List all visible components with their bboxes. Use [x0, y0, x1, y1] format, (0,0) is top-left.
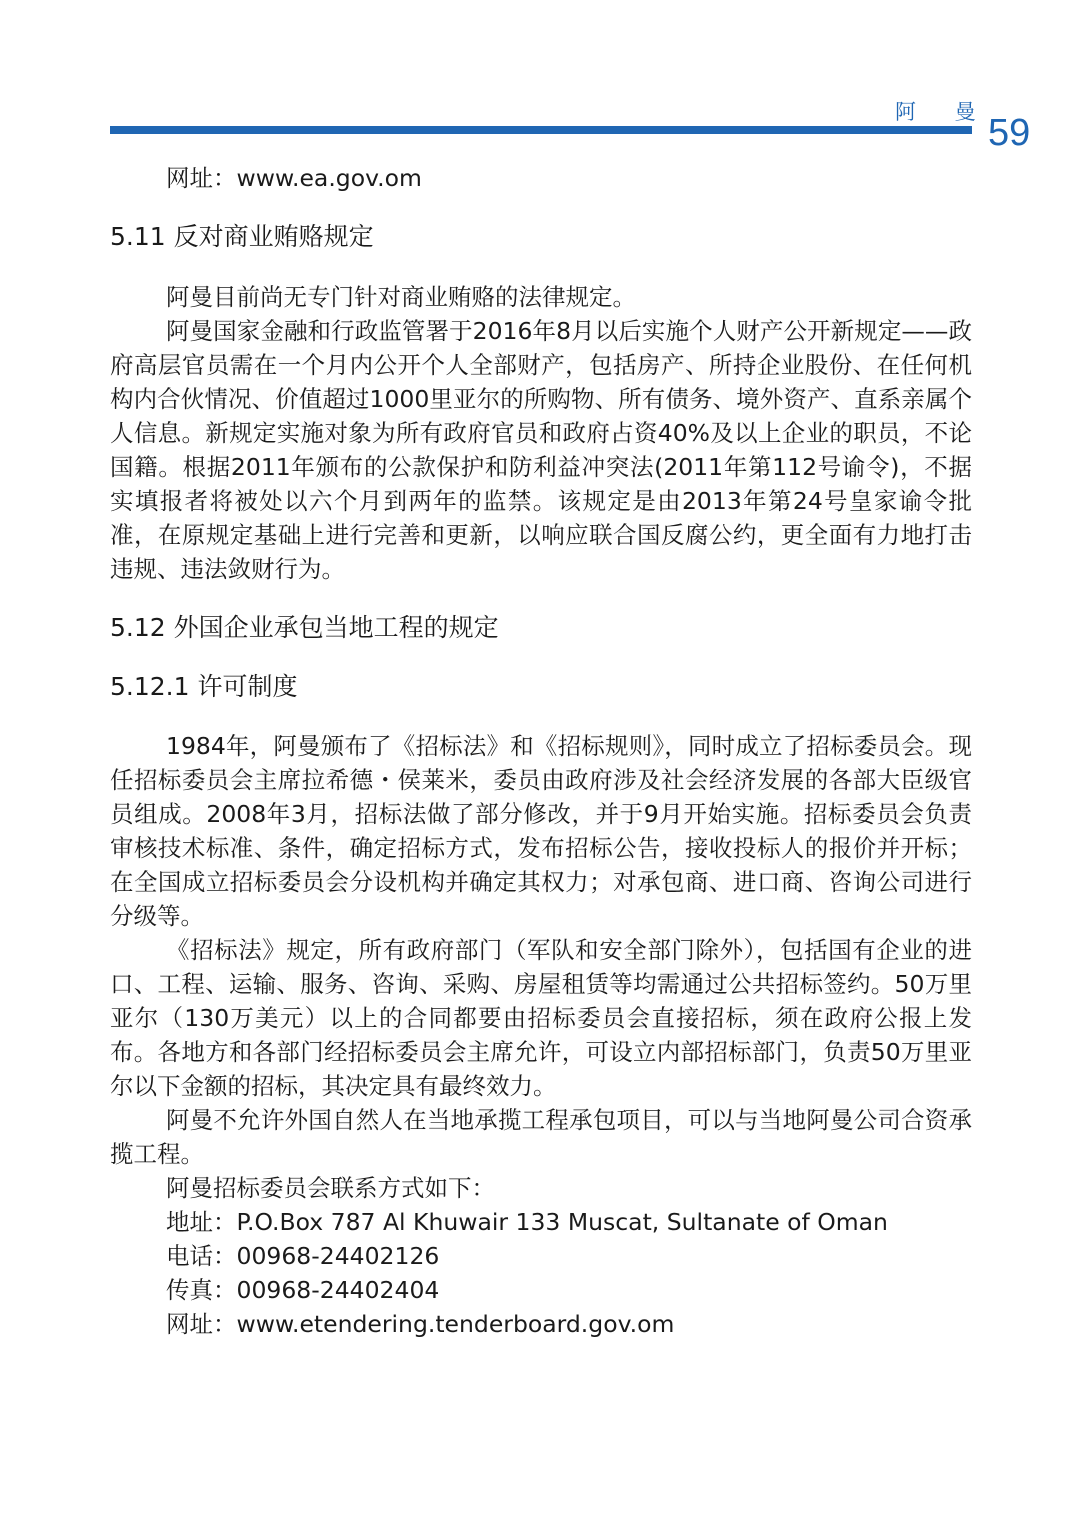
contact-fax: 传真：00968-24402404	[166, 1276, 440, 1304]
paragraph: 阿曼目前尚无专门针对商业贿赂的法律规定。	[166, 283, 636, 311]
page-number: 59	[988, 112, 1031, 154]
contact-website: 网址：www.etendering.tenderboard.gov.om	[166, 1310, 675, 1338]
paragraph: 《招标法》规定，所有政府部门（军队和安全部门除外），包括国有企业的进口、工程、运输、服务、咨询、采购、房屋租赁等均需通过公共招标签约。50万里亚尔（130万美元）以上的合同都要由招标委员会直接招标，须在政府公报上发布。各地方和各部门经招标委员会主席允许，可设立内部招标部门，负责50万里亚尔以下金额的招标，其决定具有最终效力。	[110, 936, 972, 1100]
subsection-heading-5-12-1: 5.12.1 许可制度	[110, 672, 298, 701]
section-heading-5-12: 5.12 外国企业承包当地工程的规定	[110, 613, 499, 642]
header-rule	[110, 126, 972, 134]
paragraph: 阿曼不允许外国自然人在当地承揽工程承包项目，可以与当地阿曼公司合资承揽工程。	[110, 1106, 972, 1168]
section-heading-5-11: 5.11 反对商业贿赂规定	[110, 222, 374, 251]
paragraph: 1984年，阿曼颁布了《招标法》和《招标规则》，同时成立了招标委员会。现任招标委员会主席拉希德・侯莱米，委员由政府涉及社会经济发展的各部大臣级官员组成。2008年3月，招标法做了部分修改，并于9月开始实施。招标委员会负责审核技术标准、条件，确定招标方式，发布招标公告，接收投标人的报价并开标；在全国成立招标委员会分设机构并确定其权力；对承包商、进口商、咨询公司进行分级等。	[110, 732, 972, 930]
contact-address: 地址：P.O.Box 787 Al Khuwair 133 Muscat, Sultanate of Oman	[166, 1208, 888, 1236]
running-header-title: 阿 曼	[895, 100, 992, 124]
contact-intro: 阿曼招标委员会联系方式如下：	[166, 1174, 495, 1202]
contact-phone: 电话：00968-24402126	[166, 1242, 440, 1270]
page-body	[110, 161, 972, 1341]
top-website-line: 网址：www.ea.gov.om	[166, 164, 422, 192]
paragraph: 阿曼国家金融和行政监管署于2016年8月以后实施个人财产公开新规定——政府高层官员需在一个月内公开个人全部财产，包括房产、所持企业股份、在任何机构内合伙情况、价值超过1000里亚尔的所购物、所有债务、境外资产、直系亲属个人信息。新规定实施对象为所有政府官员和政府占资40%及以上企业的职员，不论国籍。根据2011年颁布的公款保护和防利益冲突法(2011年第112号谕令)，不据实填报者将被处以六个月到两年的监禁。该规定是由2013年第24号皇家谕令批准，在原规定基础上进行完善和更新，以响应联合国反腐公约，更全面有力地打击违规、违法敛财行为。	[110, 317, 972, 583]
